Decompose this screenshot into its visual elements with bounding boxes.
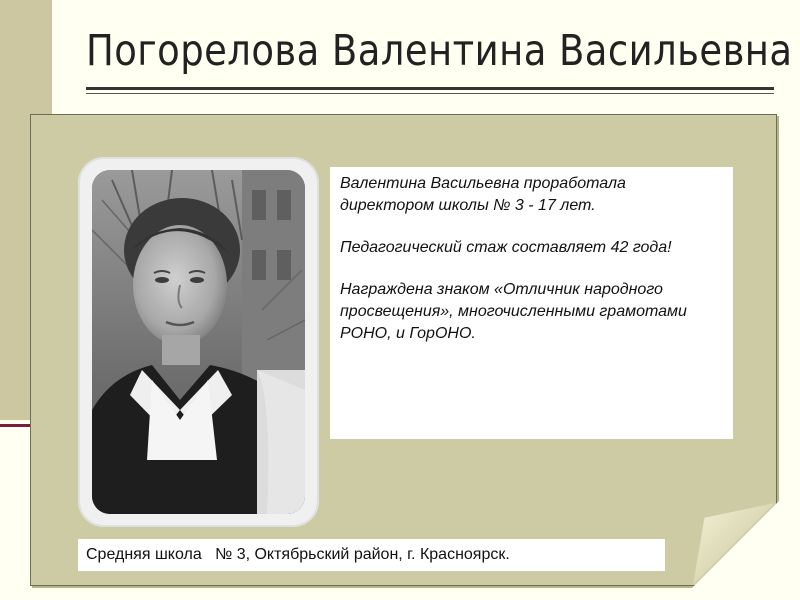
portrait-illustration [92,170,305,514]
title-underline-thin [86,93,774,94]
slide-title: Погорелова Валентина Васильевна [86,26,793,76]
title-underline [86,87,774,90]
info-paragraph-director: Валентина Васильевна проработала директором школы № 3 - 17 лет. [340,175,626,214]
portrait-photo [92,170,305,514]
info-paragraph-awards: Награждена знаком «Отличник народного просвещения», многочисленными грамотами РОНО, и ГорОНО. [340,281,687,342]
info-text-box [330,167,733,439]
info-paragraph-experience: Педагогический стаж составляет 42 года! [340,239,672,256]
school-caption: Средняя школа № 3, Октябрьский район, г. Красноярск. [78,539,665,571]
left-accent-line [0,424,30,427]
